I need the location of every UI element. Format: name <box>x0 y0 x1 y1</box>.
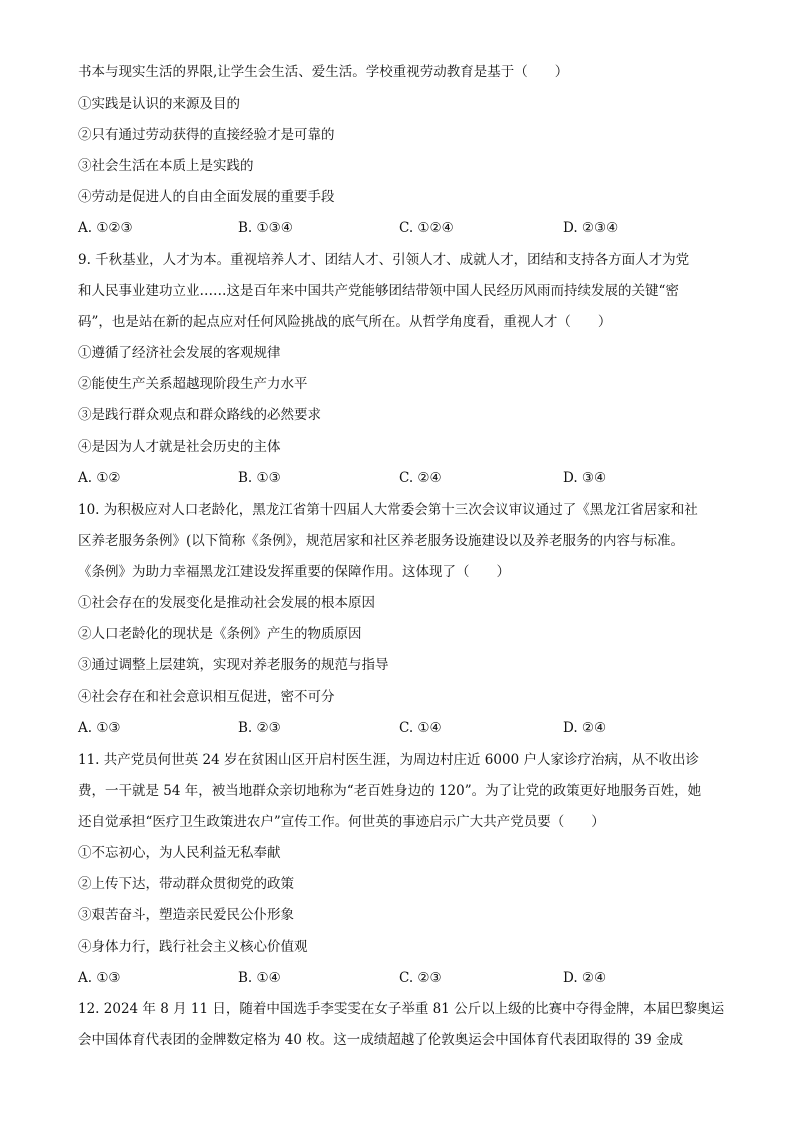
question-11-options <box>78 968 718 988</box>
question-9-statement-1: ①遵循了经济社会发展的客观规律 <box>78 345 281 361</box>
question-9-options <box>78 468 718 488</box>
question-10-stem-line-1: 10. 为积极应对人口老龄化，黑龙江省第十四届人大常委会第十三次会议审议通过了《黑龙江省居家和社 <box>78 502 698 518</box>
question-11-statement-1: ①不忘初心，为人民利益无私奉献 <box>78 845 281 861</box>
question-10-stem-line-2: 区养老服务条例》(以下简称《条例》，规范居家和社区养老服务设施建设以及养老服务的内容与标准。 <box>78 533 685 549</box>
question-10-statement-2: ②人口老龄化的现状是《条例》产生的物质原因 <box>78 626 362 642</box>
question-9-option-d[interactable]: D. ③④ <box>563 470 607 486</box>
question-11-stem-line-2: 费，一干就是 54 年，被当地群众亲切地称为“老百姓身边的 120”。为了让党的政策更好地服务百姓，她 <box>78 783 702 799</box>
question-12-stem-line-1: 12. 2024 年 8 月 11 日，随着中国选手李雯雯在女子举重 81 公斤以上级的比赛中夺得金牌，本届巴黎奥运 <box>78 1001 725 1017</box>
question-10-stem-line-3: 《条例》为助力幸福黑龙江建设发挥重要的保障作用。这体现了（ ） <box>78 564 510 580</box>
question-10-statement-3: ③通过调整上层建筑，实现对养老服务的规范与指导 <box>78 657 389 673</box>
question-11-stem-line-1: 11. 共产党员何世英 24 岁在贫困山区开启村医生涯，为周边村庄近 6000 户人家诊疗治病，从不收出诊 <box>78 752 699 768</box>
question-8-option-c[interactable]: C. ①②④ <box>399 220 454 236</box>
question-10-option-b[interactable]: B. ②③ <box>238 720 281 736</box>
question-8-statement-3: ③社会生活在本质上是实践的 <box>78 158 254 174</box>
question-8-statement-1: ①实践是认识的来源及目的 <box>78 96 240 112</box>
question-9-stem-line-2: 和人民事业建功立业……这是百年来中国共产党能够团结带领中国人民经历风雨而持续发展的关键“密 <box>78 283 679 299</box>
question-9-option-a[interactable]: A. ①② <box>78 470 121 486</box>
question-11-option-b[interactable]: B. ①④ <box>238 970 281 986</box>
question-8-option-a[interactable]: A. ①②③ <box>78 220 133 236</box>
question-10-option-a[interactable]: A. ①③ <box>78 720 121 736</box>
question-12-stem-line-2: 会中国体育代表团的金牌数定格为 40 枚。这一成绩超越了伦敦奥运会中国体育代表团取得的 39 金成 <box>78 1032 684 1048</box>
question-11-option-c[interactable]: C. ②③ <box>399 970 442 986</box>
question-10-options <box>78 718 718 738</box>
question-10-statement-4: ④社会存在和社会意识相互促进，密不可分 <box>78 689 335 705</box>
question-8-statement-2: ②只有通过劳动获得的直接经验才是可靠的 <box>78 127 335 143</box>
question-8-option-d[interactable]: D. ②③④ <box>563 220 619 236</box>
question-10-statement-1: ①社会存在的发展变化是推动社会发展的根本原因 <box>78 595 375 611</box>
question-11-statement-3: ③艰苦奋斗，塑造亲民爱民公仆形象 <box>78 907 294 923</box>
question-8-option-b[interactable]: B. ①③④ <box>238 220 293 236</box>
question-9-statement-3: ③是践行群众观点和群众路线的必然要求 <box>78 407 321 423</box>
question-9-stem-line-1: 9. 千秋基业，人才为本。重视培养人才、团结人才、引领人才、成就人才，团结和支持各方面人才为党 <box>78 252 690 268</box>
question-9-statement-4: ④是因为人才就是社会历史的主体 <box>78 439 281 455</box>
question-8-stem-line: 书本与现实生活的界限,让学生会生活、爱生活。学校重视劳动教育是基于（ ） <box>78 64 569 80</box>
question-11-option-d[interactable]: D. ②④ <box>563 970 607 986</box>
question-8-statement-4: ④劳动是促进人的自由全面发展的重要手段 <box>78 189 335 205</box>
question-9-option-c[interactable]: C. ②④ <box>399 470 442 486</box>
question-11-stem-line-3: 还自觉承担“医疗卫生政策进农户”宣传工作。何世英的事迹启示广大共产党员要（ ） <box>78 814 605 830</box>
question-9-statement-2: ②能使生产关系超越现阶段生产力水平 <box>78 376 308 392</box>
question-11-option-a[interactable]: A. ①③ <box>78 970 121 986</box>
question-10-option-c[interactable]: C. ①④ <box>399 720 442 736</box>
question-8-options <box>78 218 718 238</box>
question-10-option-d[interactable]: D. ②④ <box>563 720 607 736</box>
question-9-option-b[interactable]: B. ①③ <box>238 470 281 486</box>
question-11-statement-2: ②上传下达，带动群众贯彻党的政策 <box>78 876 294 892</box>
question-9-stem-line-3: 码”，也是站在新的起点应对任何风险挑战的底气所在。从哲学角度看，重视人才（ ） <box>78 314 612 330</box>
question-11-statement-4: ④身体力行，践行社会主义核心价值观 <box>78 939 308 955</box>
